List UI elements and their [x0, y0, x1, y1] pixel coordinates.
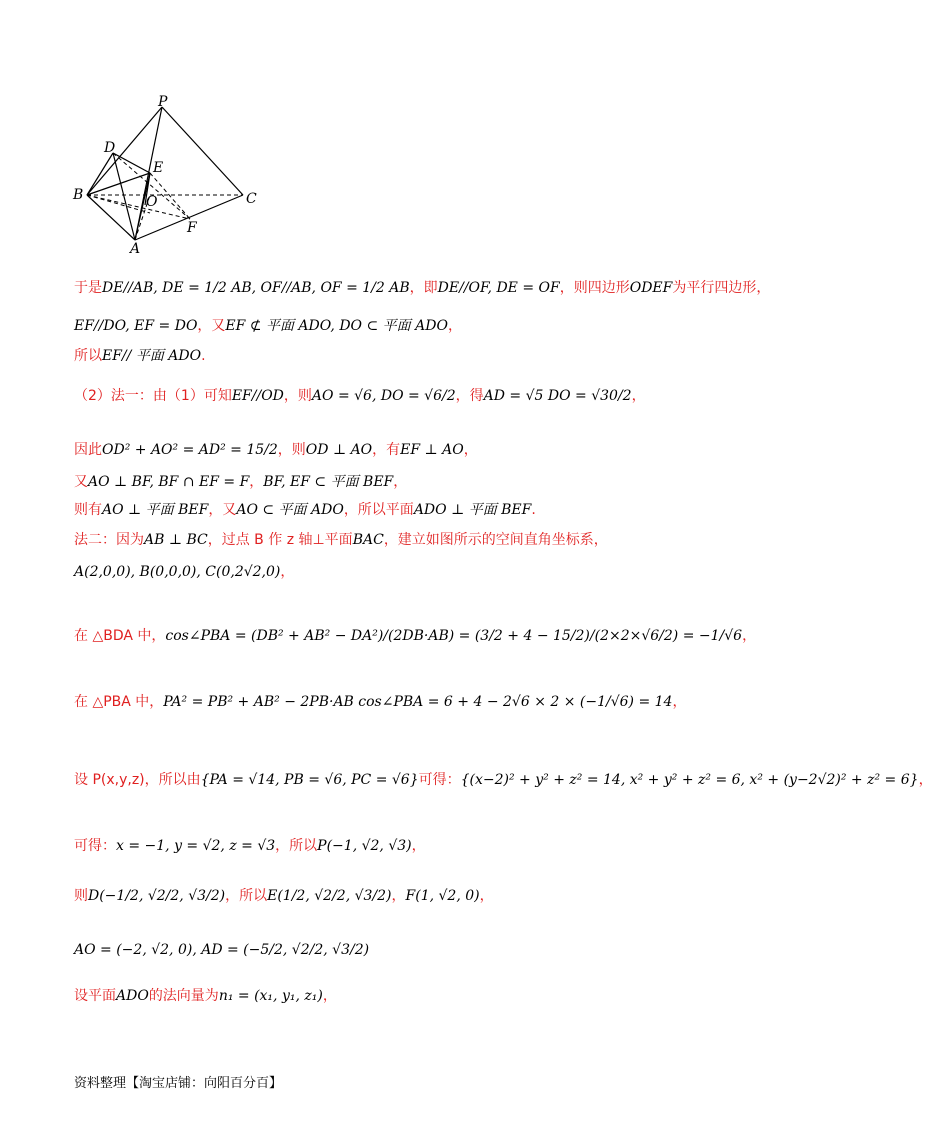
line-5: 因此OD² + AO² = AD² = 15/2，则OD ⊥ AO，有EF ⊥ AO， — [74, 442, 478, 458]
label-O: O — [146, 194, 158, 210]
line-14: 则D(−1/2, √2/2, √3/2)，所以E(1/2, √2/2, √3/2)，F(1, √2, 0)， — [74, 888, 494, 904]
line-2: EF//DO, EF = DO，又EF ⊄ 平面 ADO, DO ⊂ 平面 ADO， — [74, 318, 462, 334]
line-8: 法二：因为AB ⊥ BC，过点 B 作 z 轴⊥平面BAC，建立如图所示的空间直角坐标系， — [74, 532, 608, 548]
line-10: 在 △BDA 中，cos∠PBA = (DB² + AB² − DA²)/(2DB·AB) = (3/2 + 4 − 15/2)/(2×2×√6/2) = −1/√6， — [74, 628, 757, 644]
footer-source: 资料整理【淘宝店铺：向阳百分百】 — [74, 1076, 283, 1091]
line-9: A(2,0,0), B(0,0,0), C(0,2√2,0)， — [74, 564, 295, 580]
line-15: AO = (−2, √2, 0), AD = (−5/2, √2/2, √3/2) — [74, 942, 370, 958]
label-B: B — [73, 187, 84, 203]
line-7: 则有AO ⊥ 平面 BEF，又AO ⊂ 平面 ADO，所以平面ADO ⊥ 平面 BEF. — [74, 502, 536, 518]
pyramid-figure — [70, 95, 270, 255]
line-11: 在 △PBA 中，PA² = PB² + AB² − 2PB·AB cos∠PBA = 6 + 4 − 2√6 × 2 × (−1/√6) = 14， — [74, 694, 687, 710]
label-C: C — [246, 191, 257, 207]
label-E: E — [153, 160, 164, 176]
label-D: D — [104, 140, 116, 156]
label-F: F — [187, 220, 197, 236]
line-16: 设平面ADO的法向量为n₁ = (x₁, y₁, z₁)， — [74, 988, 337, 1004]
line-12: 设 P(x,y,z)，所以由{PA = √14, PB = √6, PC = √6}可得：{(x−2)² + y² + z² = 14, x² + y² + z² = 6, x² + (y−2√2)² + z² = 6}， — [74, 772, 933, 788]
label-P: P — [158, 94, 168, 110]
label-A: A — [130, 241, 141, 257]
line-13: 可得：x = −1, y = √2, z = √3，所以P(−1, √2, √3)， — [74, 838, 426, 854]
line-6: 又AO ⊥ BF, BF ∩ EF = F，BF, EF ⊂ 平面 BEF， — [74, 474, 408, 490]
line-1: 于是DE//AB, DE = 1/2 AB, OF//AB, OF = 1/2 AB，即DE//OF, DE = OF，则四边形ODEF为平行四边形， — [74, 280, 771, 296]
line-4: （2）法一：由（1）可知EF//OD，则AO = √6, DO = √6/2，得AD = √5 DO = √30/2， — [74, 388, 646, 404]
line-3: 所以EF// 平面 ADO. — [74, 348, 206, 364]
